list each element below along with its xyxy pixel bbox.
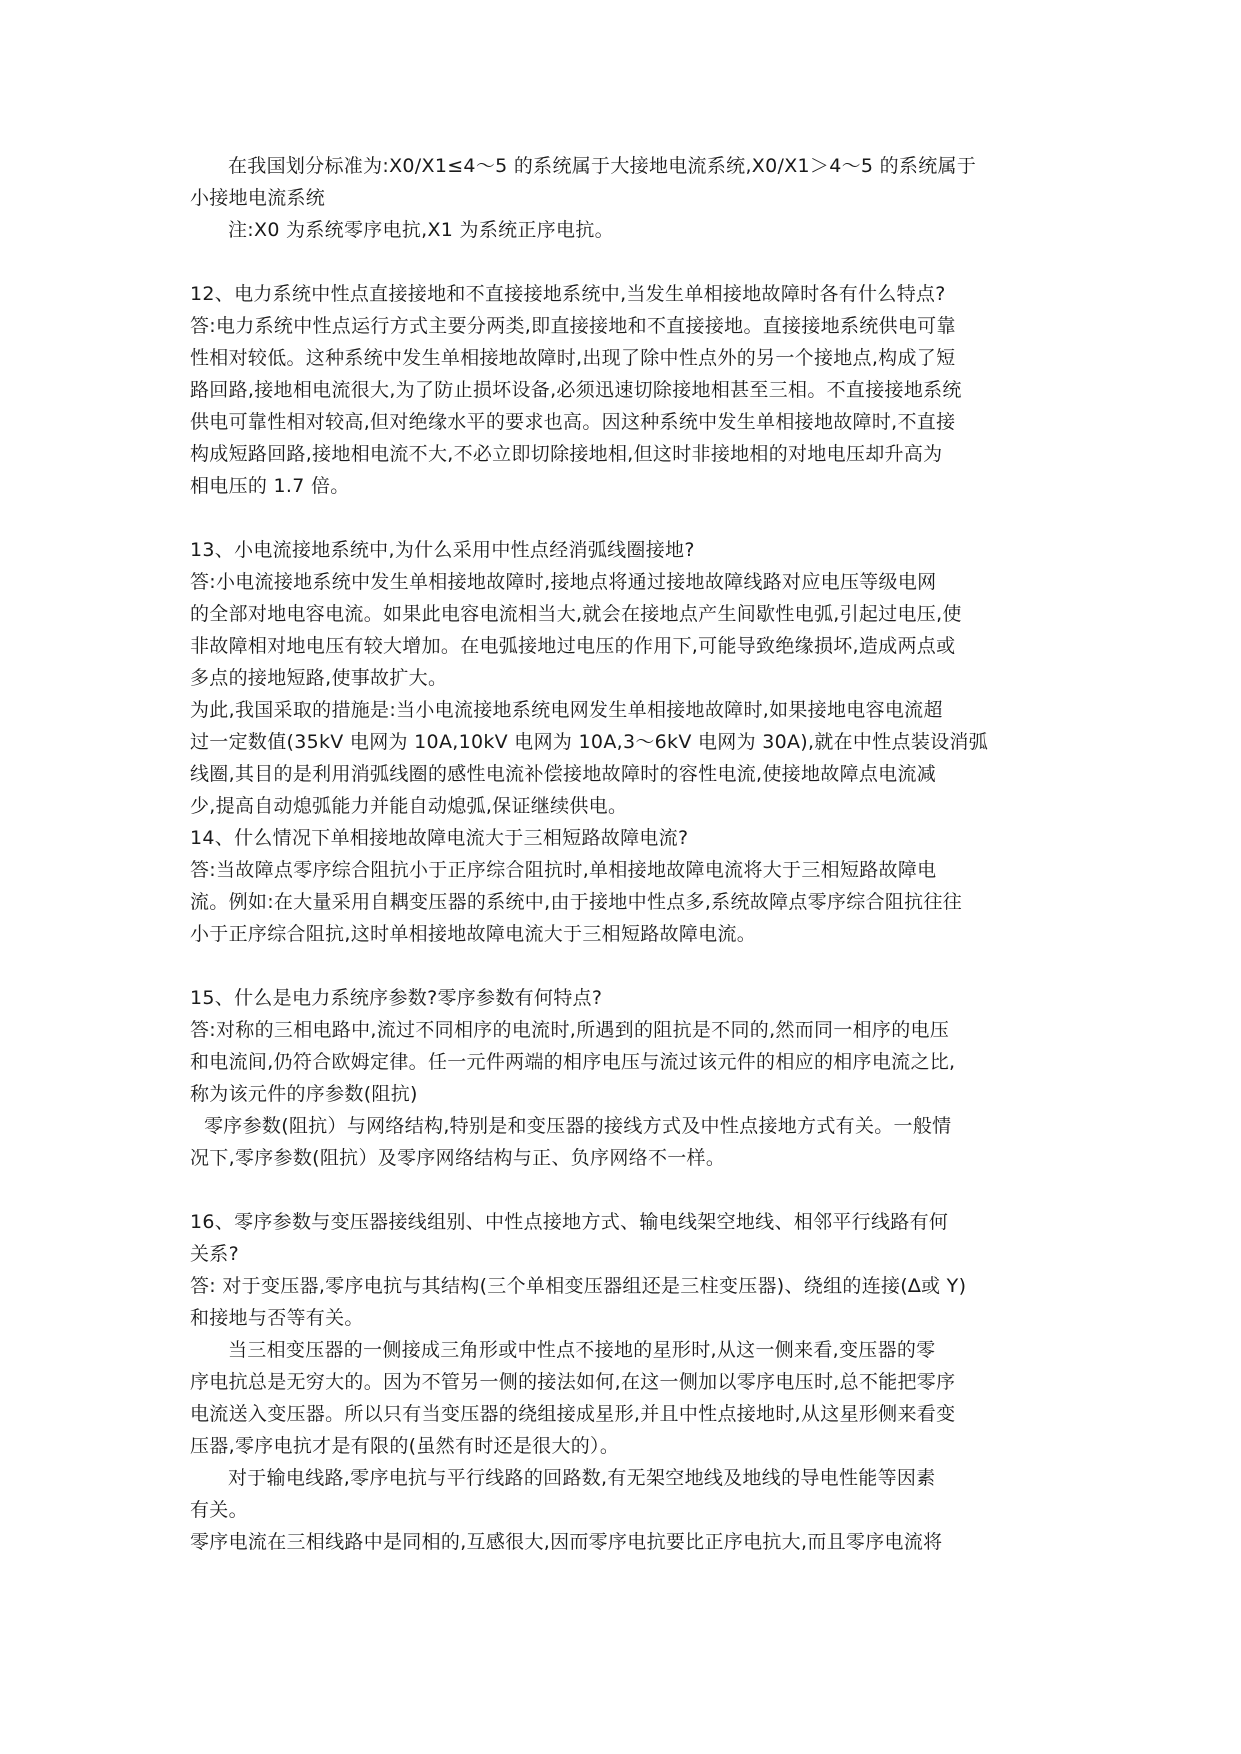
text-line: 当三相变压器的一侧接成三角形或中性点不接地的星形时,从这一侧来看,变压器的零: [228, 1339, 936, 1361]
text-line: 供电可靠性相对较高,但对绝缘水平的要求也高。因这种系统中发生单相接地故障时,不直接: [190, 411, 956, 433]
text-line: 过一定数值(35kV 电网为 10A,10kV 电网为 10A,3～6kV 电网为 30A),就在中性点装设消弧: [190, 731, 989, 753]
text-line: 13、小电流接地系统中,为什么采用中性点经消弧线圈接地?: [190, 539, 695, 561]
text-line: 少,提高自动熄弧能力并能自动熄弧,保证继续供电。: [190, 795, 628, 817]
text-line: 16、零序参数与变压器接线组别、中性点接地方式、输电线架空地线、相邻平行线路有何: [190, 1211, 949, 1233]
text-line: 相电压的 1.7 倍。: [190, 475, 350, 497]
text-line: 答:对称的三相电路中,流过不同相序的电流时,所遇到的阻抗是不同的,然而同一相序的电压: [190, 1019, 950, 1041]
text-line: 答: 对于变压器,零序电抗与其结构(三个单相变压器组还是三柱变压器)、绕组的连接(∆或 Y): [190, 1275, 967, 1297]
text-line: 为此,我国采取的措施是:当小电流接地系统电网发生单相接地故障时,如果接地电容电流超: [190, 699, 943, 721]
document-page: [190, 150, 1062, 1558]
text-line: 有关。: [190, 1499, 248, 1521]
text-line: 12、电力系统中性点直接接地和不直接接地系统中,当发生单相接地故障时各有什么特点?: [190, 283, 946, 305]
text-line: 在我国划分标准为:X0/X1≤4～5 的系统属于大接地电流系统,X0/X1＞4～5 的系统属于: [228, 155, 977, 177]
text-line: 和接地与否等有关。: [190, 1307, 364, 1329]
text-line: 线圈,其目的是利用消弧线圈的感性电流补偿接地故障时的容性电流,使接地故障点电流减: [190, 763, 937, 785]
text-line: 14、什么情况下单相接地故障电流大于三相短路故障电流?: [190, 827, 689, 849]
text-line: 路回路,接地相电流很大,为了防止损坏设备,必须迅速切除接地相甚至三相。不直接接地系统: [190, 379, 962, 401]
text-line: 压器,零序电抗才是有限的(虽然有时还是很大的）。: [190, 1435, 620, 1457]
text-line: 非故障相对地电压有较大增加。在电弧接地过电压的作用下,可能导致绝缘损坏,造成两点或: [190, 635, 956, 657]
paragraph-gap: [190, 246, 1062, 278]
text-line: 15、什么是电力系统序参数?零序参数有何特点?: [190, 987, 603, 1009]
text-line: 流。例如:在大量采用自耦变压器的系统中,由于接地中性点多,系统故障点零序综合阻抗往往: [190, 891, 963, 913]
text-line: 构成短路回路,接地相电流不大,不必立即切除接地相,但这时非接地相的对地电压却升高为: [190, 443, 943, 465]
text-line: 答:当故障点零序综合阻抗小于正序综合阻抗时,单相接地故障电流将大于三相短路故障电: [190, 859, 937, 881]
text-line: 零序参数(阻抗）与网络结构,特别是和变压器的接线方式及中性点接地方式有关。一般情: [204, 1115, 952, 1137]
text-line: 性相对较低。这种系统中发生单相接地故障时,出现了除中性点外的另一个接地点,构成了短: [190, 347, 956, 369]
text-line: 小于正序综合阻抗,这时单相接地故障电流大于三相短路故障电流。: [190, 923, 757, 945]
paragraph-gap: [190, 1174, 1062, 1206]
text-line: 的全部对地电容电流。如果此电容电流相当大,就会在接地点产生间歇性电弧,引起过电压,使: [190, 603, 962, 625]
text-line: 对于输电线路,零序电抗与平行线路的回路数,有无架空地线及地线的导电性能等因素: [228, 1467, 936, 1489]
text-line: 答:电力系统中性点运行方式主要分两类,即直接接地和不直接接地。直接接地系统供电可靠: [190, 315, 956, 337]
text-line: 关系?: [190, 1243, 239, 1265]
text-line: 答:小电流接地系统中发生单相接地故障时,接地点将通过接地故障线路对应电压等级电网: [190, 571, 937, 593]
text-line: 多点的接地短路,使事故扩大。: [190, 667, 448, 689]
text-line: 况下,零序参数(阻抗）及零序网络结构与正、负序网络不一样。: [190, 1147, 726, 1169]
text-line: 电流送入变压器。所以只有当变压器的绕组接成星形,并且中性点接地时,从这星形侧来看变: [190, 1403, 956, 1425]
paragraph-gap: [190, 950, 1062, 982]
text-line: 小接地电流系统: [190, 187, 326, 209]
text-line: 称为该元件的序参数(阻抗): [190, 1083, 418, 1105]
paragraph-gap: [190, 502, 1062, 534]
text-line: 和电流间,仍符合欧姆定律。任一元件两端的相序电压与流过该元件的相应的相序电流之比,: [190, 1051, 956, 1073]
text-line: 序电抗总是无穷大的。因为不管另一侧的接法如何,在这一侧加以零序电压时,总不能把零序: [190, 1371, 956, 1393]
text-line: 注:X0 为系统零序电抗,X1 为系统正序电抗。: [228, 219, 614, 241]
text-line: 零序电流在三相线路中是同相的,互感很大,因而零序电抗要比正序电抗大,而且零序电流将: [190, 1531, 943, 1553]
